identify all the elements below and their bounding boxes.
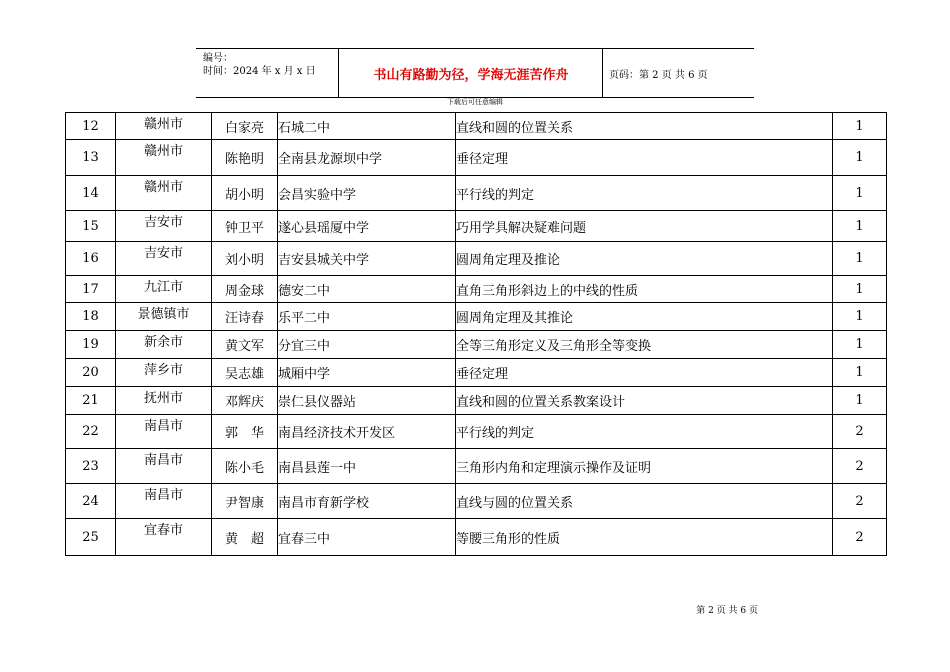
- row-number: 19: [66, 331, 116, 359]
- city-cell: 南昌市: [116, 484, 212, 519]
- award-table: [65, 112, 887, 556]
- row-number: 18: [66, 303, 116, 331]
- topic-cell: 平行线的判定: [456, 415, 833, 449]
- teacher-name-cell: 吴志雄: [212, 359, 278, 387]
- date-label: 时间：2024 年 x 月 x 日: [203, 66, 316, 77]
- count-cell: 1: [833, 276, 887, 303]
- table-row: [66, 176, 887, 211]
- school-cell: 分宜三中: [278, 331, 456, 359]
- city-cell: 抚州市: [116, 387, 212, 415]
- teacher-name-cell: 刘小明: [212, 242, 278, 276]
- table-row: [66, 276, 887, 303]
- city-cell: 赣州市: [116, 176, 212, 211]
- table-row: [66, 484, 887, 519]
- table-row: [66, 242, 887, 276]
- count-cell: 1: [833, 303, 887, 331]
- serial-label: 编号：: [203, 53, 233, 64]
- teacher-name-cell: 尹智康: [212, 484, 278, 519]
- city-cell: 新余市: [116, 331, 212, 359]
- teacher-name-cell: 郭 华: [212, 415, 278, 449]
- school-cell: 全南县龙源坝中学: [278, 140, 456, 176]
- count-cell: 1: [833, 242, 887, 276]
- teacher-name-cell: 汪诗春: [212, 303, 278, 331]
- topic-cell: 圆周角定理及其推论: [456, 303, 833, 331]
- table-row: [66, 415, 887, 449]
- row-number: 24: [66, 484, 116, 519]
- teacher-name-cell: 陈艳明: [212, 140, 278, 176]
- city-cell: 宜春市: [116, 519, 212, 556]
- school-cell: 德安二中: [278, 276, 456, 303]
- count-cell: 1: [833, 359, 887, 387]
- table-row: [66, 359, 887, 387]
- topic-cell: 直线和圆的位置关系: [456, 113, 833, 140]
- school-cell: 南昌经济技术开发区: [278, 415, 456, 449]
- school-cell: 吉安县城关中学: [278, 242, 456, 276]
- table-row: [66, 331, 887, 359]
- teacher-name-cell: 黄文军: [212, 331, 278, 359]
- header-motto: 书山有路勤为径，学海无涯苦作舟: [373, 67, 569, 83]
- topic-cell: 直线和圆的位置关系教案设计: [456, 387, 833, 415]
- city-cell: 吉安市: [116, 211, 212, 242]
- page-header: [196, 48, 754, 98]
- table-row: [66, 449, 887, 484]
- table-row: [66, 303, 887, 331]
- row-number: 23: [66, 449, 116, 484]
- teacher-name-cell: 邓辉庆: [212, 387, 278, 415]
- city-cell: 赣州市: [116, 113, 212, 140]
- teacher-name-cell: 胡小明: [212, 176, 278, 211]
- topic-cell: 直角三角形斜边上的中线的性质: [456, 276, 833, 303]
- school-cell: 城厢中学: [278, 359, 456, 387]
- teacher-name-cell: 黄 超: [212, 519, 278, 556]
- city-cell: 南昌市: [116, 449, 212, 484]
- school-cell: 崇仁县仪器站: [278, 387, 456, 415]
- topic-cell: 三角形内角和定理演示操作及证明: [456, 449, 833, 484]
- edit-note: 下载后可任意编辑: [447, 98, 503, 106]
- page-indicator: 页码：第 2 页 共 6 页: [609, 69, 708, 81]
- row-number: 14: [66, 176, 116, 211]
- teacher-name-cell: 周金球: [212, 276, 278, 303]
- row-number: 16: [66, 242, 116, 276]
- count-cell: 1: [833, 113, 887, 140]
- row-number: 13: [66, 140, 116, 176]
- city-cell: 萍乡市: [116, 359, 212, 387]
- table-row: [66, 211, 887, 242]
- count-cell: 2: [833, 519, 887, 556]
- school-cell: 宜春三中: [278, 519, 456, 556]
- topic-cell: 垂径定理: [456, 140, 833, 176]
- topic-cell: 全等三角形定义及三角形全等变换: [456, 331, 833, 359]
- table-row: [66, 113, 887, 140]
- row-number: 22: [66, 415, 116, 449]
- row-number: 25: [66, 519, 116, 556]
- school-cell: 遂心县瑶厦中学: [278, 211, 456, 242]
- count-cell: 2: [833, 449, 887, 484]
- topic-cell: 直线与圆的位置关系: [456, 484, 833, 519]
- school-cell: 石城二中: [278, 113, 456, 140]
- topic-cell: 圆周角定理及推论: [456, 242, 833, 276]
- city-cell: 南昌市: [116, 415, 212, 449]
- count-cell: 1: [833, 331, 887, 359]
- table-row: [66, 519, 887, 556]
- count-cell: 1: [833, 176, 887, 211]
- city-cell: 吉安市: [116, 242, 212, 276]
- table-body: [66, 113, 887, 556]
- page-footer: 第 2 页 共 6 页: [696, 606, 758, 616]
- row-number: 20: [66, 359, 116, 387]
- teacher-name-cell: 钟卫平: [212, 211, 278, 242]
- count-cell: 1: [833, 211, 887, 242]
- teacher-name-cell: 陈小毛: [212, 449, 278, 484]
- topic-cell: 垂径定理: [456, 359, 833, 387]
- count-cell: 1: [833, 140, 887, 176]
- count-cell: 2: [833, 415, 887, 449]
- row-number: 12: [66, 113, 116, 140]
- school-cell: 乐平二中: [278, 303, 456, 331]
- row-number: 17: [66, 276, 116, 303]
- table-row: [66, 140, 887, 176]
- topic-cell: 巧用学具解决疑难问题: [456, 211, 833, 242]
- topic-cell: 等腰三角形的性质: [456, 519, 833, 556]
- school-cell: 南昌县莲一中: [278, 449, 456, 484]
- city-cell: 九江市: [116, 276, 212, 303]
- row-number: 21: [66, 387, 116, 415]
- count-cell: 2: [833, 484, 887, 519]
- count-cell: 1: [833, 387, 887, 415]
- school-cell: 会昌实验中学: [278, 176, 456, 211]
- topic-cell: 平行线的判定: [456, 176, 833, 211]
- city-cell: 赣州市: [116, 140, 212, 176]
- table-row: [66, 387, 887, 415]
- city-cell: 景德镇市: [116, 303, 212, 331]
- teacher-name-cell: 白家亮: [212, 113, 278, 140]
- row-number: 15: [66, 211, 116, 242]
- school-cell: 南昌市育新学校: [278, 484, 456, 519]
